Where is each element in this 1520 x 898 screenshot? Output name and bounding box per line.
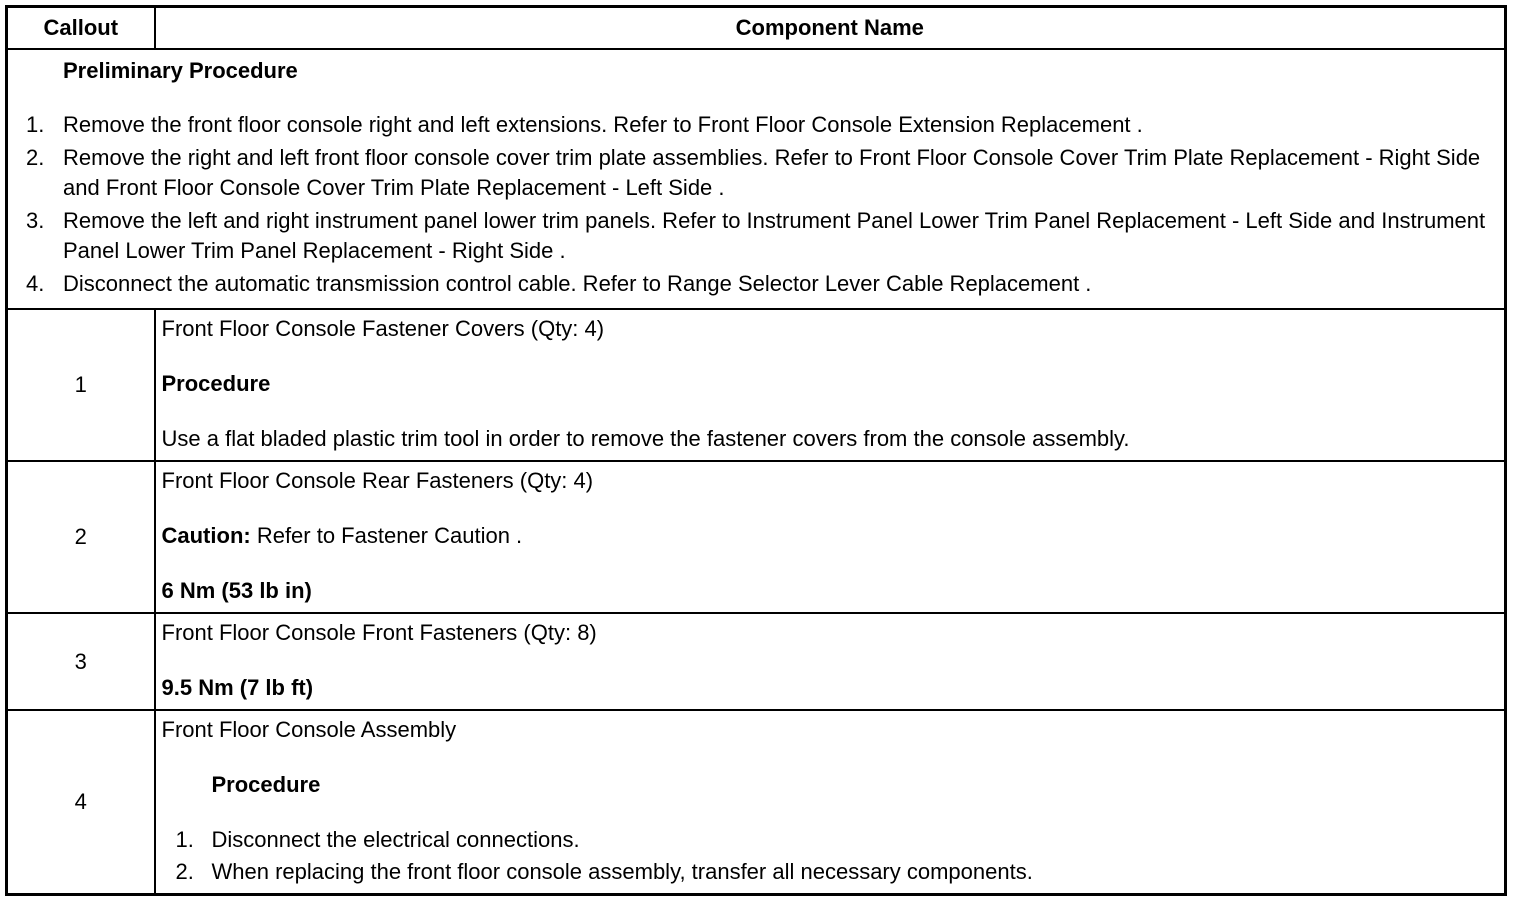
- procedure-step: [162, 825, 1499, 855]
- preliminary-cell: [7, 49, 1506, 309]
- procedure-label: Procedure: [161, 371, 271, 396]
- component-name: Front Floor Console Assembly: [161, 717, 457, 742]
- step-number: 2.: [175, 859, 194, 884]
- preliminary-step: [8, 269, 1504, 299]
- step-text: When replacing the front floor console assembly, transfer all necessary components.: [211, 859, 1033, 884]
- procedure-text: Use a flat bladed plastic trim tool in order to remove the fastener covers from the console assembly.: [161, 426, 1130, 451]
- torque-spec: 9.5 Nm (7 lb ft): [161, 675, 314, 700]
- callout-number: 4: [7, 710, 155, 895]
- step-number: 4.: [26, 271, 45, 296]
- preliminary-step: [8, 206, 1504, 266]
- step-number: 2.: [26, 145, 45, 170]
- table-row: [7, 461, 1506, 613]
- caution-note: [162, 521, 1499, 551]
- callout-header: Callout: [7, 7, 155, 50]
- preliminary-steps: [8, 110, 1504, 299]
- component-cell: [155, 309, 1506, 461]
- component-name: Front Floor Console Front Fasteners (Qty: 8): [161, 620, 597, 645]
- preliminary-step: [8, 143, 1504, 203]
- preliminary-step: [8, 110, 1504, 140]
- step-number: 3.: [26, 208, 45, 233]
- component-cell: [155, 613, 1506, 710]
- component-cell: [155, 710, 1506, 895]
- component-table: [5, 5, 1507, 896]
- step-text: Remove the right and left front floor console cover trim plate assemblies. Refer to Front Floor Console Cover Trim Plate Replacement - Right Side and Front Floor Console Cover Trim Plate Replacement - Left Side .: [63, 145, 1481, 200]
- callout-number: 3: [7, 613, 155, 710]
- table-row: [7, 309, 1506, 461]
- step-number: 1.: [26, 112, 45, 137]
- procedure-step: [162, 857, 1499, 887]
- caution-label: Caution:: [161, 523, 251, 548]
- step-number: 1.: [175, 827, 194, 852]
- component-name: Front Floor Console Fastener Covers (Qty: 4): [161, 316, 605, 341]
- callout-number: 1: [7, 309, 155, 461]
- caution-text: Refer to Fastener Caution .: [250, 523, 523, 548]
- preliminary-title: Preliminary Procedure: [63, 58, 298, 83]
- procedure-steps: [162, 825, 1499, 887]
- component-cell: [155, 461, 1506, 613]
- component-name-header: Component Name: [155, 7, 1506, 50]
- component-name: Front Floor Console Rear Fasteners (Qty: 4): [161, 468, 594, 493]
- preliminary-row: [7, 49, 1506, 309]
- step-text: Disconnect the automatic transmission control cable. Refer to Range Selector Lever Cable Replacement .: [63, 271, 1092, 296]
- step-text: Disconnect the electrical connections.: [211, 827, 580, 852]
- table-row: [7, 613, 1506, 710]
- table-row: [7, 710, 1506, 895]
- procedure-label: Procedure: [211, 772, 321, 797]
- torque-spec: 6 Nm (53 lb in): [161, 578, 312, 603]
- callout-number: 2: [7, 461, 155, 613]
- table-header-row: [7, 7, 1506, 50]
- step-text: Remove the front floor console right and left extensions. Refer to Front Floor Console Extension Replacement .: [63, 112, 1143, 137]
- step-text: Remove the left and right instrument panel lower trim panels. Refer to Instrument Panel Lower Trim Panel Replacement - Left Side and Instrument Panel Lower Trim Panel Replacement - Right Side .: [63, 208, 1486, 263]
